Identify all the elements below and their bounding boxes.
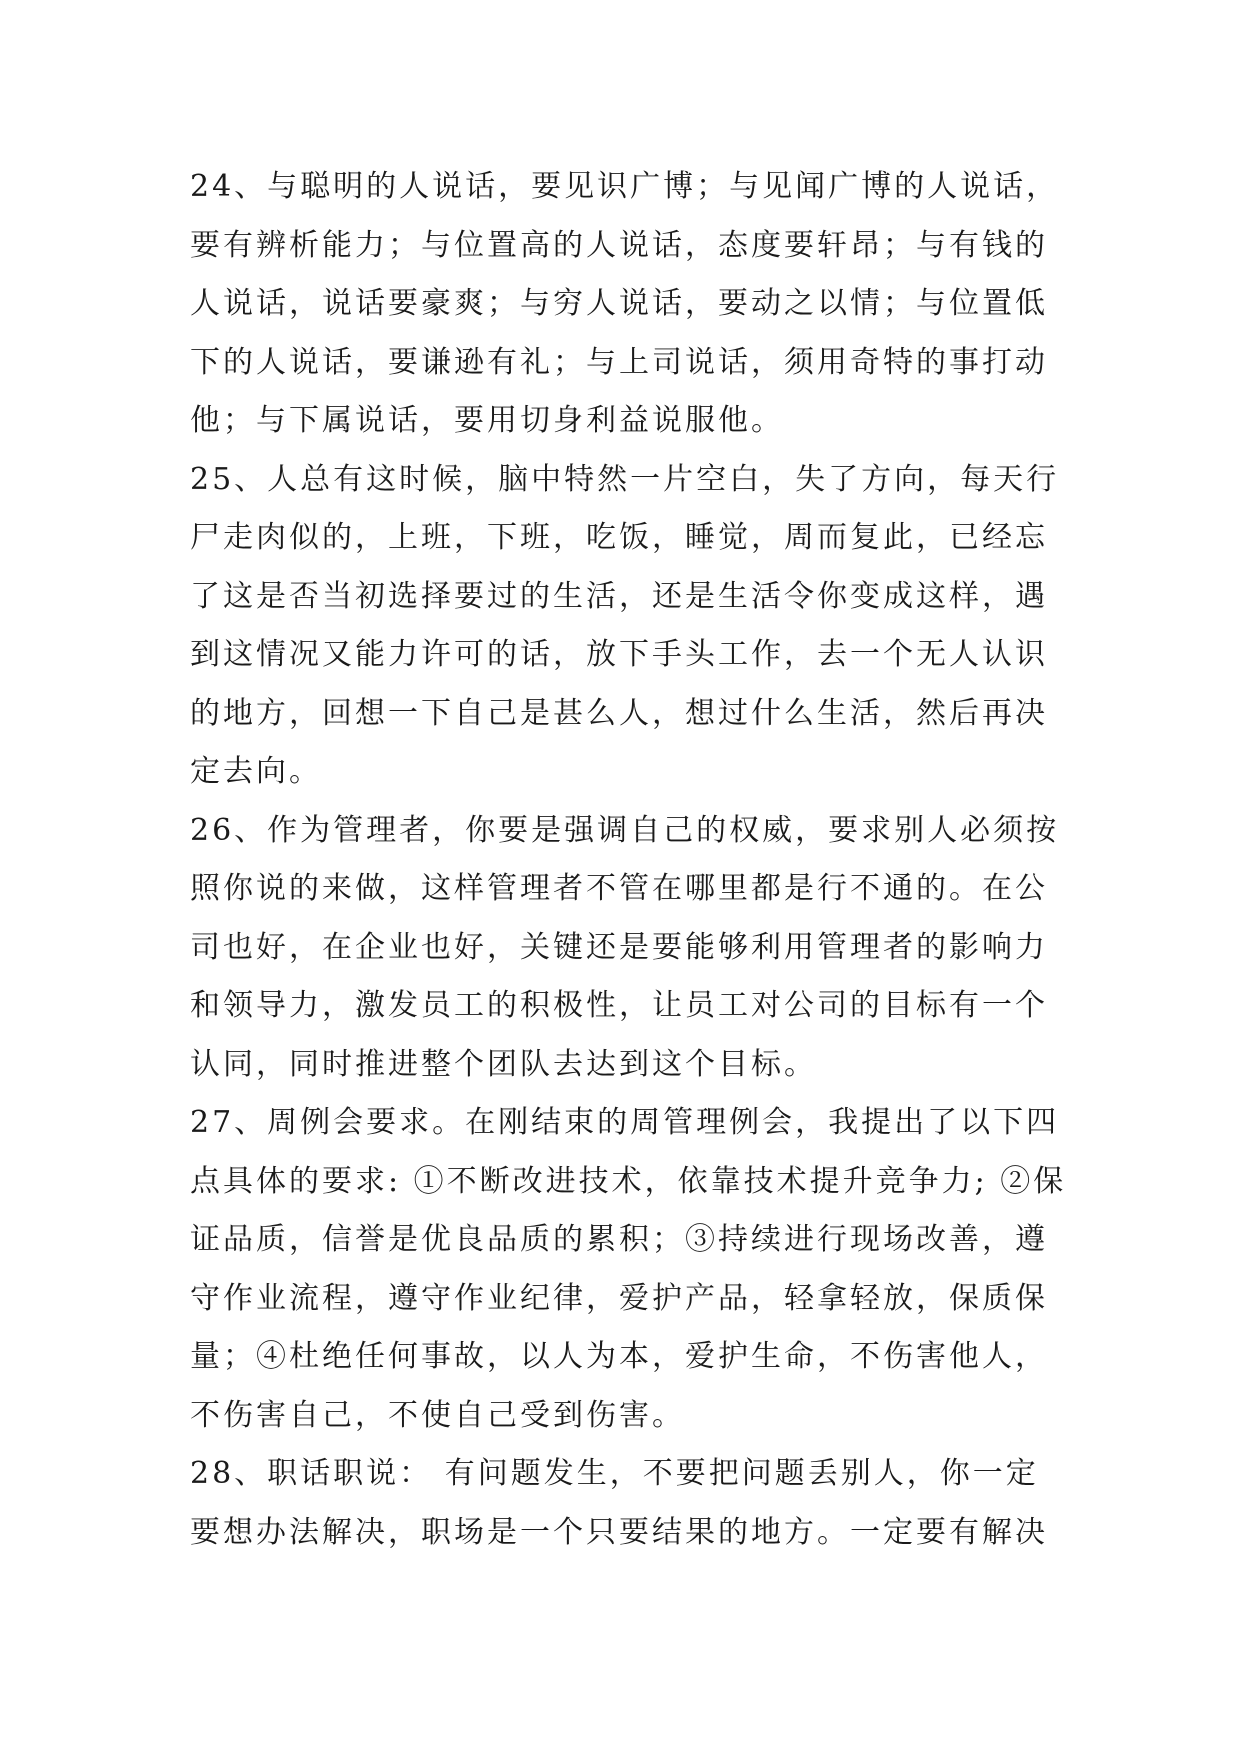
- paragraph-25: [190, 451, 1060, 802]
- text-line: 认同，同时推进整个团队去达到这个目标。: [190, 1046, 817, 1082]
- paragraph-28: [190, 1445, 1060, 1562]
- text-line: 量；④杜绝任何事故，以人为本，爱护生命，不伤害他人，: [190, 1339, 1048, 1374]
- text-line: 他；与下属说话，要用切身利益说服他。: [190, 403, 784, 438]
- text-line: 尸走肉似的，上班，下班，吃饭，睡觉，周而复此，已经忘: [190, 520, 1048, 555]
- text-line: 28、职话职说： 有问题发生，不要把问题丢别人，你一定: [190, 1456, 1039, 1491]
- text-line: 24、与聪明的人说话，要见识广博；与见闻广博的人说话，: [190, 169, 1060, 204]
- document-body: [190, 158, 1067, 1562]
- text-line: 守作业流程，遵守作业纪律，爱护产品，轻拿轻放，保质保: [190, 1280, 1048, 1316]
- text-line: 要有辨析能力；与位置高的人说话，态度要轩昂；与有钱的: [190, 227, 1048, 263]
- text-line: 和领导力，激发员工的积极性，让员工对公司的目标有一个: [190, 988, 1048, 1023]
- text-line: 26、作为管理者，你要是强调自己的权威，要求别人必须按: [190, 812, 1060, 848]
- text-line: 司也好，在企业也好，关键还是要能够利用管理者的影响力: [190, 929, 1048, 965]
- paragraph-27: [190, 1094, 1067, 1445]
- paragraph-26: [190, 802, 1060, 1095]
- text-line: 人说话，说话要豪爽；与穷人说话，要动之以情；与位置低: [190, 286, 1048, 321]
- text-line: 到这情况又能力许可的话，放下手头工作，去一个无人认识: [190, 637, 1048, 672]
- paragraph-24: [190, 158, 1060, 451]
- text-line: 了这是否当初选择要过的生活，还是生活令你变成这样，遇: [190, 578, 1048, 614]
- text-line: 不伤害自己，不使自己受到伤害。: [190, 1397, 685, 1433]
- text-line: 点具体的要求: ①不断改进技术，依靠技术提升竞争力; ②保: [190, 1163, 1067, 1199]
- text-line: 证品质，信誉是优良品质的累积；③持续进行现场改善，遵: [190, 1222, 1048, 1257]
- text-line: 照你说的来做，这样管理者不管在哪里都是行不通的。在公: [190, 871, 1048, 906]
- text-line: 下的人说话，要谦逊有礼；与上司说话，须用奇特的事打动: [190, 344, 1048, 380]
- text-line: 定去向。: [190, 754, 322, 789]
- text-line: 的地方，回想一下自己是甚么人，想过什么生活，然后再决: [190, 695, 1048, 731]
- text-line: 25、人总有这时候，脑中特然一片空白，失了方向，每天行: [190, 461, 1060, 497]
- text-line: 27、周例会要求。在刚结束的周管理例会，我提出了以下四: [190, 1105, 1060, 1140]
- text-line: 要想办法解决，职场是一个只要结果的地方。一定要有解决: [190, 1514, 1048, 1550]
